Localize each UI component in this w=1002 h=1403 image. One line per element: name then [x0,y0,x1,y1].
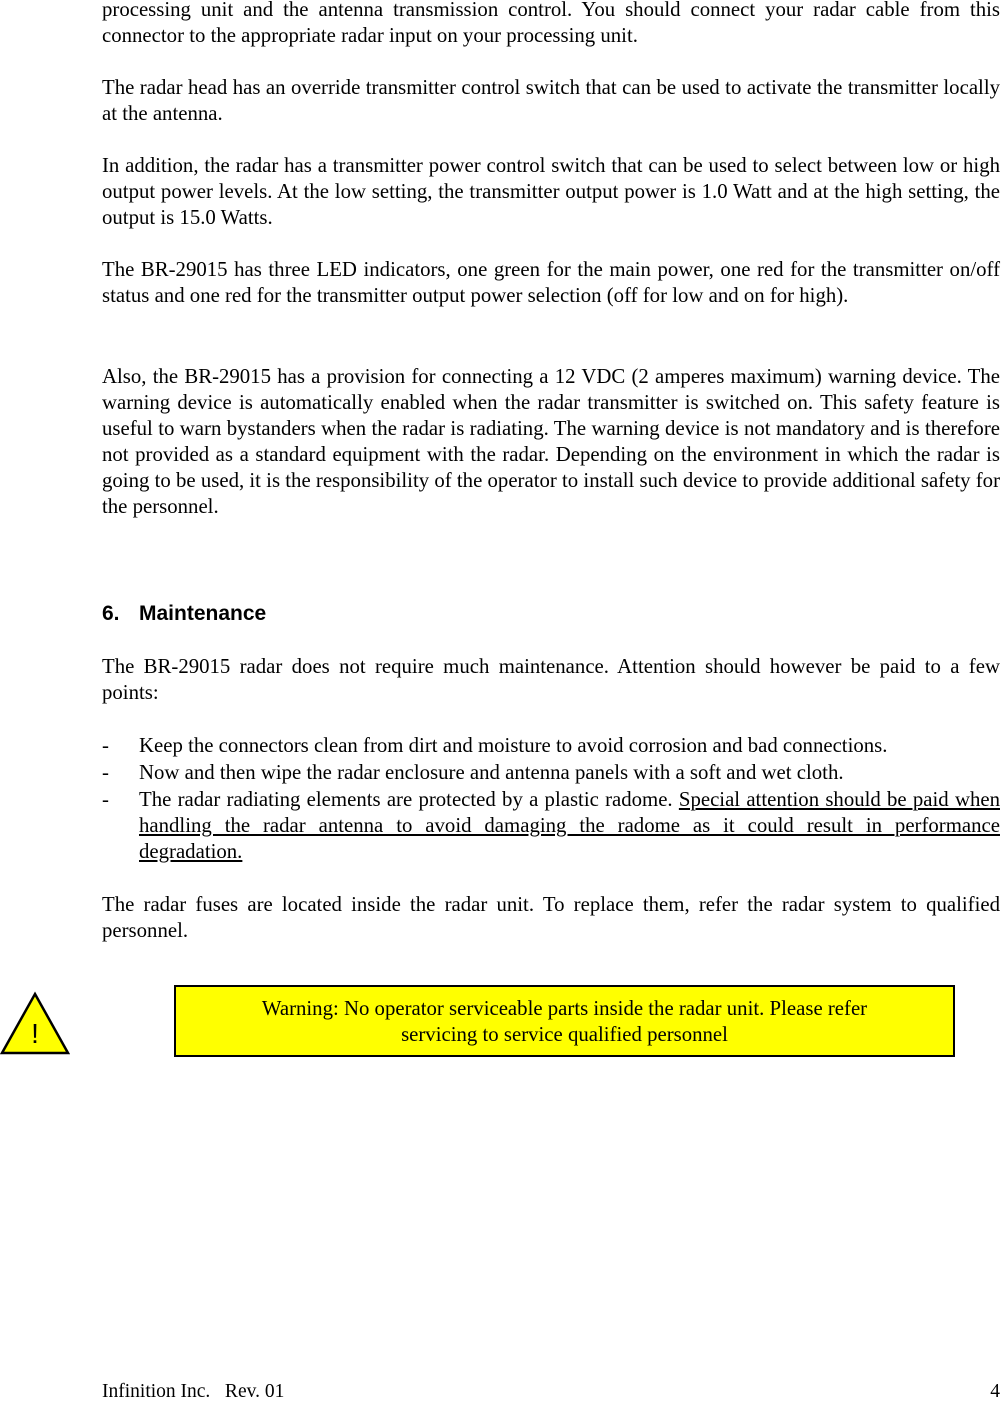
maintenance-list [102,733,1000,865]
warning-triangle-icon [0,991,70,1055]
list-item-text: The radar radiating elements are protected by a plastic radome. [139,788,679,811]
warning-box [174,985,955,1057]
paragraph-power-control: In addition, the radar has a transmitter power control switch that can be used to select between low or high output power levels. At the low setting, the transmitter output power is 1.0 Watt and at the high setting, the output is 15.0 Watts. [102,154,1000,229]
list-item [102,787,1000,865]
list-item [102,760,1000,786]
warning-line-1: Warning: No operator serviceable parts inside the radar unit. Please refer [261,997,868,1020]
list-item-text: Keep the connectors clean from dirt and moisture to avoid corrosion and bad connections. [139,734,888,757]
list-item [102,733,1000,759]
paragraph-warning-device: Also, the BR-29015 has a provision for connecting a 12 VDC (2 amperes maximum) warning device. The warning device is automatically enabled when the radar transmitter is switched on. This safety feature is useful to warn bystanders when the radar is radiating. The warning device is not mandatory and is therefore not provided as a standard equipment with the radar. Depending on the environment in which the radar is going to be used, it is the responsibility of the operator to install such device to provide additional safety for the personnel. [102,365,1000,518]
section-number: 6. [102,602,120,625]
maintenance-intro: The BR-29015 radar does not require much maintenance. Attention should however be paid to a few points: [102,655,1000,704]
section-title: Maintenance [139,602,267,625]
bullet-marker: - [102,761,109,784]
warning-line-2: servicing to service qualified personnel [401,1023,728,1046]
warning-symbol: ! [31,1018,39,1049]
section-heading-maintenance [102,601,1000,627]
underlined-caution: Special attention should be paid when handling the radar antenna to avoid damaging the radome as it could result in performance degradation. [139,788,1000,863]
bullet-marker: - [102,734,109,757]
paragraph-connector: processing unit and the antenna transmission control. You should connect your radar cable from this connector to the appropriate radar input on your processing unit. [102,0,1000,47]
paragraph-fuses: The radar fuses are located inside the radar unit. To replace them, refer the radar system to qualified personnel. [102,893,1000,942]
paragraph-led-indicators: The BR-29015 has three LED indicators, one green for the main power, one red for the transmitter on/off status and one red for the transmitter output power selection (off for low and on for high). [102,258,1000,307]
footer-company-revision: Infinition Inc. Rev. 01 [102,1381,285,1402]
paragraph-override-switch: The radar head has an override transmitter control switch that can be used to activate the transmitter locally at the antenna. [102,76,1000,125]
list-item-text: Now and then wipe the radar enclosure and antenna panels with a soft and wet cloth. [139,761,844,784]
bullet-marker: - [102,788,109,811]
page-number: 4 [990,1381,1000,1402]
